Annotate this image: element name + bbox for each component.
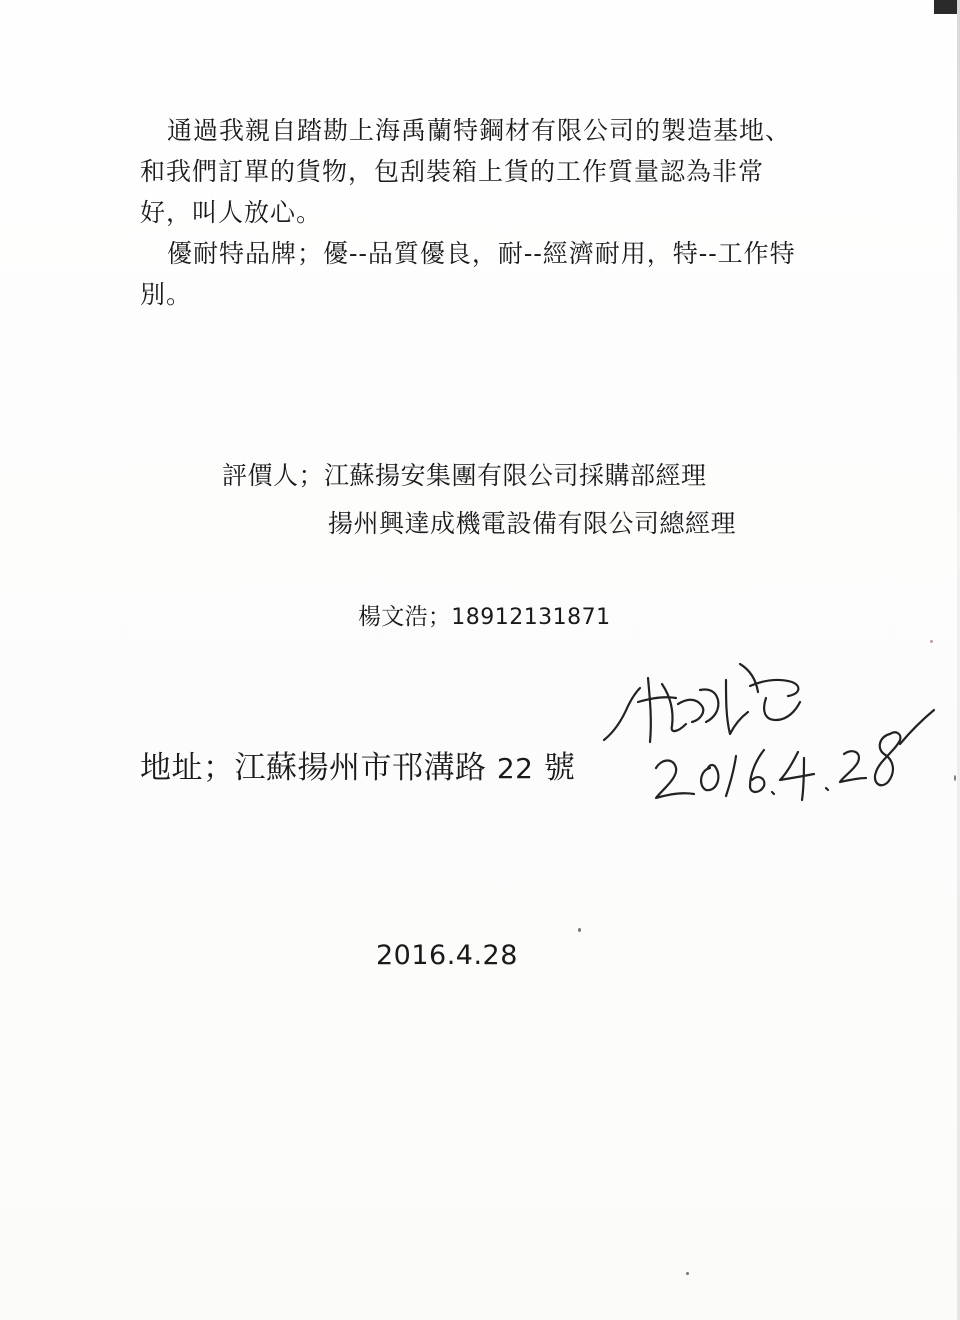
paragraph-2: 優耐特品牌；優--品質優良，耐--經濟耐用，特--工作特別。 (140, 239, 796, 309)
body-text (140, 110, 800, 315)
address-line (140, 742, 575, 787)
evaluator-line-1: 評價人；江蘇揚安集團有限公司採購部經理 (222, 461, 707, 490)
address-number: 22 (496, 752, 534, 785)
scan-speck (930, 640, 933, 643)
address-label: 地址；江蘇揚州市邗溝路 (140, 750, 487, 786)
printed-date: 2016.4.28 (376, 940, 518, 971)
scan-speck (686, 1272, 689, 1275)
address-suffix: 號 (533, 750, 576, 786)
paragraph-1: 通過我親自踏勘上海禹蘭特鋼材有限公司的製造基地、和我們訂單的貨物，包刮裝箱上貨的工作質量認為非常好，叫人放心。 (140, 116, 792, 227)
scan-speck (578, 928, 581, 932)
evaluator-line-2: 揚州興達成機電設備有限公司總經理 (328, 509, 737, 538)
contact-phone: 18912131871 (451, 605, 611, 630)
handwritten-signature (600, 640, 940, 820)
evaluator-block (222, 452, 736, 548)
scan-speck (954, 775, 956, 781)
contact-name: 楊文浩； (358, 604, 452, 630)
contact-line (358, 598, 611, 631)
